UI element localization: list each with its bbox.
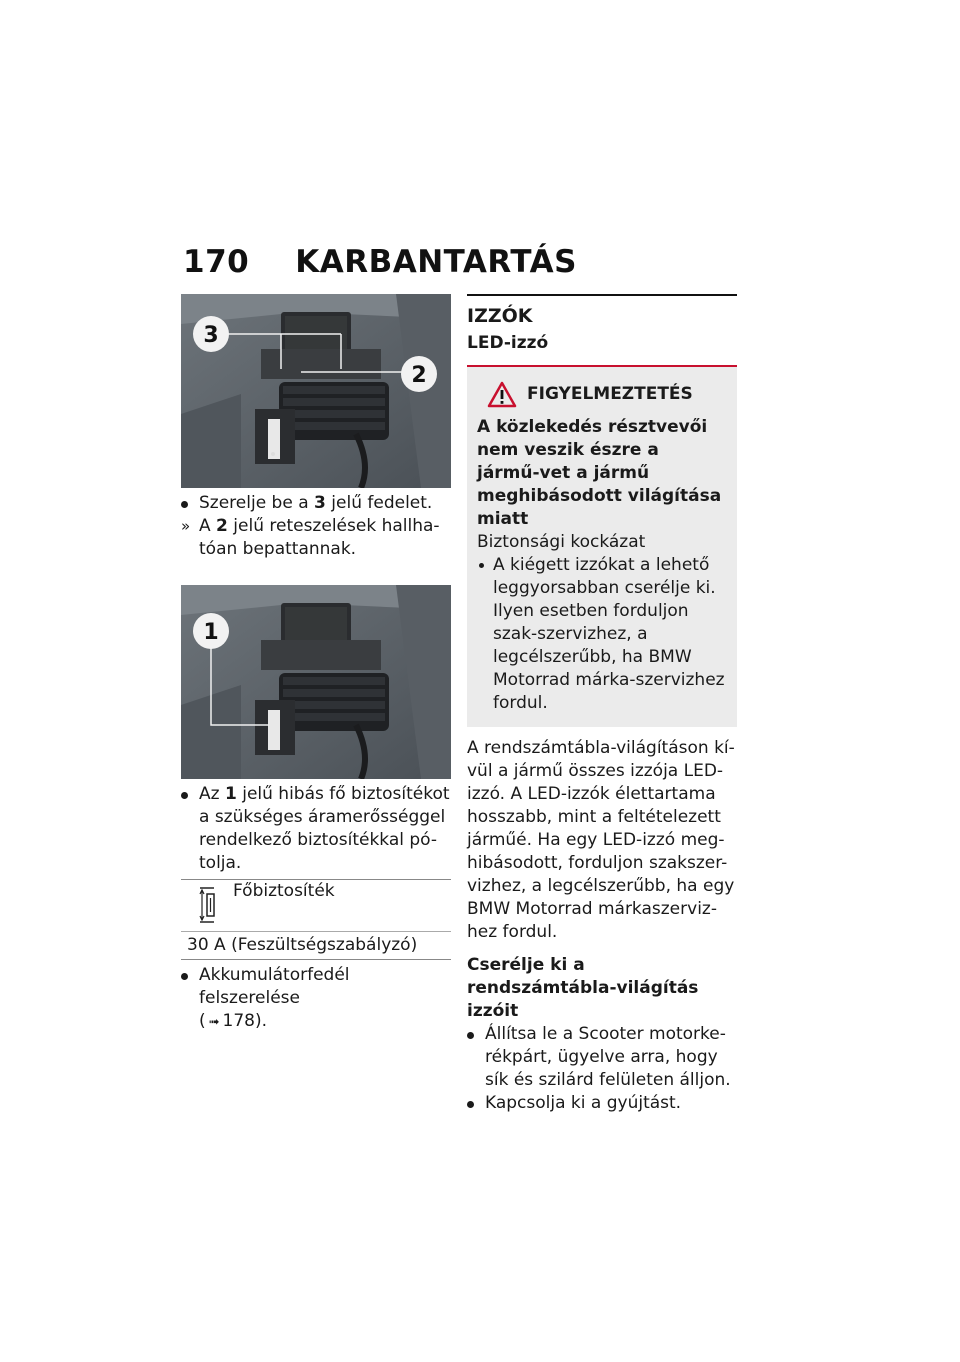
step-install-cover: [181, 492, 451, 515]
bullet-dot: [467, 1101, 474, 1108]
step-park-scooter: [467, 1023, 737, 1092]
step-replace-fuse: [181, 783, 451, 875]
bullet-dot: [479, 563, 484, 568]
result-latches: [181, 515, 451, 561]
bullet-dot: [467, 1032, 474, 1039]
right-column: [467, 294, 737, 1115]
result-text-post: jelű reteszelések hallha-tóan bepattannak.: [199, 516, 440, 559]
spec-table-main-fuse: [181, 879, 451, 960]
led-paragraph: A rendszámtábla-világításon kí-vül a jármű összes izzója LED-izzó. A LED-izzók élettartama hosszabb, mint a feltételezett járműé. Ha egy LED-izzó meg-hibásodott, forduljon szakszer-vizhez, a legcélszerűbb, ha egy BMW Motorrad márkaszerviz-hez fordul.: [467, 738, 735, 942]
section-title: IZZÓK: [467, 305, 533, 327]
warning-risk: Biztonsági kockázat: [477, 532, 646, 552]
section-rule: [467, 294, 737, 296]
warning-header: [487, 381, 727, 408]
chapter-title: KARBANTARTÁS: [295, 244, 577, 280]
fuse-cover-photo: [181, 294, 451, 488]
procedure-title: Cserélje ki a rendszámtábla-világítás izzóit: [467, 955, 699, 1021]
page-reference: 178).: [222, 1011, 268, 1031]
callout-2-label: 2: [411, 363, 427, 388]
page-number: 170: [183, 244, 250, 280]
page-reference-arrow-icon: ➟: [208, 1015, 220, 1030]
callout-3: [193, 316, 229, 352]
page-header: [183, 244, 577, 280]
fuse-icon: [181, 880, 233, 931]
step2-text-post: jelű hibás fő biztosítékot a szükséges áramerősséggel rendelkező biztosítékkal pó-tolja.: [199, 784, 450, 873]
spec-title: Főbiztosíték: [233, 881, 335, 901]
step1-text-post: jelű fedelet.: [325, 493, 433, 513]
figure-main-fuse: [181, 585, 451, 779]
subsection-title: LED-izzó: [467, 333, 549, 353]
callout-1-label: 1: [203, 620, 219, 645]
warning-triangle-icon: [487, 381, 517, 408]
right-step2-text: Kapcsolja ki a gyújtást.: [485, 1093, 682, 1113]
bullet-dot: [181, 973, 188, 980]
left-column: [181, 294, 451, 1034]
step-ignition-off: [467, 1092, 737, 1115]
step3-text: Akkumulátorfedél felszerelése: [199, 965, 350, 1008]
warning-bullet: [477, 554, 727, 715]
bullet-dot: [181, 792, 188, 799]
right-step1-text: Állítsa le a Scooter motorke-rékpárt, ügyelve arra, hogy sík és szilárd felületen álljon.: [485, 1024, 731, 1090]
warning-label: FIGYELMEZTETÉS: [527, 384, 693, 404]
warning-bullet-text: A kiégett izzókat a lehető leggyorsabban cserélje ki. Ilyen esetben forduljon szak-szervizhez, a legcélszerűbb, ha BMW Motorrad márka-szervizhez fordul.: [493, 555, 725, 713]
step2-text-pre: Az: [199, 784, 225, 804]
spec-table-header: [181, 880, 451, 932]
result-marker: »: [181, 517, 191, 535]
ref-paren: (: [199, 1011, 206, 1031]
bullet-dot: [181, 501, 188, 508]
step1-number: 3: [314, 493, 326, 513]
spec-value: 30 A (Feszültségszabályzó): [187, 935, 418, 955]
callout-1: [193, 613, 229, 649]
main-fuse-photo: [181, 585, 451, 779]
warning-box: [467, 367, 737, 727]
callout-3-label: 3: [203, 323, 219, 348]
result-text-pre: A: [199, 516, 217, 536]
result-number: 2: [216, 516, 228, 536]
step2-number: 1: [224, 784, 237, 804]
figure-fuse-cover: [181, 294, 451, 488]
step1-text-pre: Szerelje be a: [199, 493, 315, 513]
step-battery-cover: [181, 964, 451, 1034]
callout-2: [401, 356, 437, 392]
warning-title: A közlekedés résztvevői nem veszik észre a jármű-vet a jármű meghibásodott világítása miatt: [477, 417, 722, 529]
